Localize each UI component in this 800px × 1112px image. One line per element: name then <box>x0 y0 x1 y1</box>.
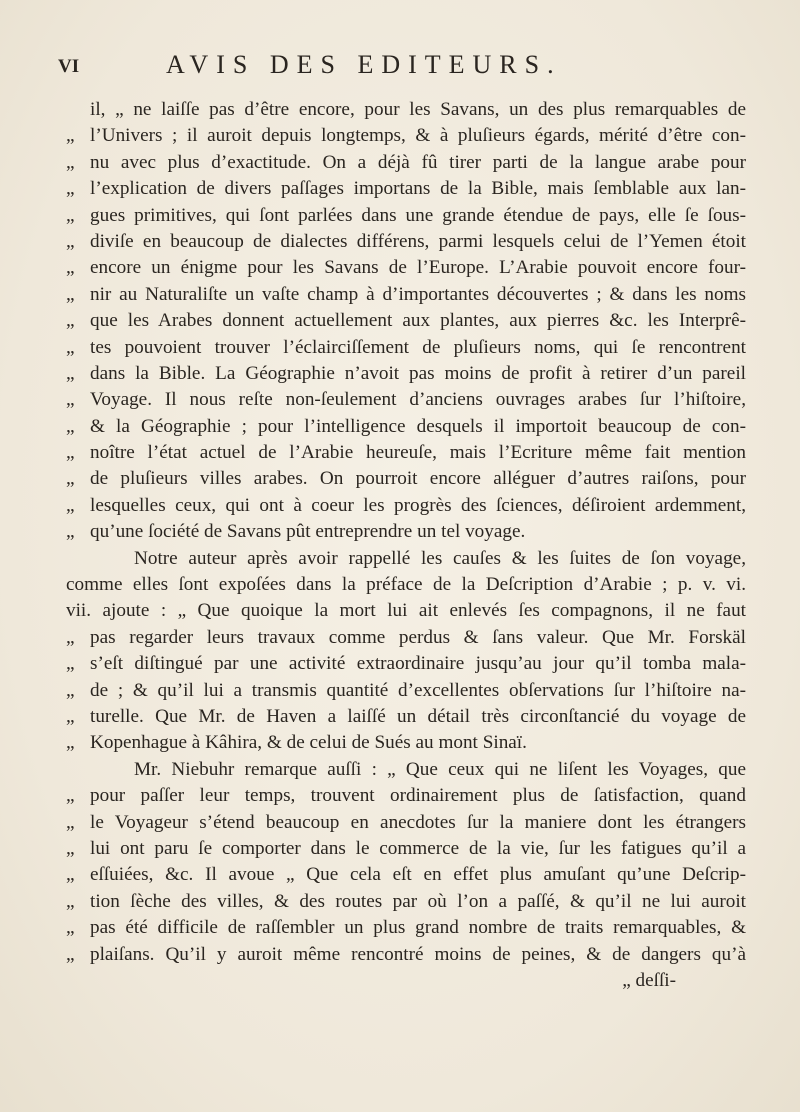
text-line <box>66 968 746 994</box>
line-text: plaiſans. Qu’il y auroit même rencontré moins de peines, & de dangers qu’à <box>90 943 746 965</box>
quote-mark: „ <box>66 943 75 965</box>
text-line <box>66 572 746 598</box>
line-text: l’Univers ; il auroit depuis longtemps, & à pluſieurs égards, mérité d’être con- <box>90 125 746 147</box>
text-line <box>66 308 746 334</box>
quote-mark: „ <box>66 890 75 912</box>
text-line <box>66 97 746 123</box>
text-line <box>66 150 746 176</box>
quote-mark: „ <box>66 442 75 464</box>
line-text: nir au Naturaliſte un vaſte champ à d’importantes découvertes ; & dans les noms <box>90 283 746 305</box>
line-text: que les Arabes donnent actuellement aux plantes, aux pierres &c. les Interprê- <box>90 310 746 332</box>
line-text: encore un énigme pour les Savans de l’Europe. L’Arabie pouvoit encore four- <box>90 257 746 279</box>
line-text: dans la Bible. La Géographie n’avoit pas moins de profit à retirer d’un pareil <box>90 362 746 384</box>
quote-mark: „ <box>66 362 75 384</box>
line-text: Voyage. Il nous reſte non-ſeulement d’anciens ouvrages arabes ſur l’hiſtoire, <box>90 389 746 411</box>
quote-mark: „ <box>66 151 75 173</box>
quote-mark <box>66 968 90 994</box>
line-text: il, „ ne laiſſe pas d’être encore, pour les Savans, un des plus remarquables de <box>90 99 746 120</box>
text-line <box>66 730 746 756</box>
quote-mark: „ <box>66 811 75 833</box>
quote-mark: „ <box>66 125 75 147</box>
text-line <box>66 598 746 624</box>
quote-mark: „ <box>66 336 75 358</box>
text-line <box>66 862 746 888</box>
line-text: de pluſieurs villes arabes. On pourroit encore alléguer d’autres raiſons, pour <box>90 468 746 490</box>
text-line <box>66 387 746 413</box>
text-line <box>66 757 746 783</box>
text-line <box>66 203 746 229</box>
body-text <box>66 97 746 994</box>
text-line <box>66 440 746 466</box>
text-line <box>66 414 746 440</box>
line-text: nu avec plus d’exactitude. On a déjà fû tirer parti de la langue arabe pour <box>90 151 746 173</box>
quote-mark: „ <box>66 705 75 727</box>
line-text: eſſuiées, &c. Il avoue „ Que cela eſt en effet plus amuſant qu’une Deſcrip- <box>90 864 746 886</box>
text-line <box>66 678 746 704</box>
text-line <box>66 942 746 968</box>
quote-mark: „ <box>66 679 75 701</box>
quote-mark: „ <box>66 178 75 200</box>
text-line <box>66 625 746 651</box>
quote-mark <box>66 546 90 572</box>
line-text: diviſe en beaucoup de dialectes différens, parmi lesquels celui de l’Yemen étoit <box>90 230 746 252</box>
text-line <box>66 704 746 730</box>
page-header <box>58 50 730 84</box>
running-head: AVIS DES EDITEURS. <box>166 50 562 79</box>
text-line <box>66 810 746 836</box>
line-text: lesquelles ceux, qui ont à coeur les progrès des ſciences, déſiroient ardemment, <box>90 494 746 516</box>
line-text: pas été difficile de raſſembler un plus grand nombre de traits remarquables, & <box>90 917 746 939</box>
quote-mark <box>66 757 90 783</box>
text-line <box>66 836 746 862</box>
line-text: vii. ajoute : „ Que quoique la mort lui ait enlevés ſes compagnons, il ne faut <box>66 600 746 622</box>
line-text: Mr. Niebuhr remarque auſſi : „ Que ceux qui ne liſent les Voyages, que <box>134 758 746 780</box>
quote-mark: „ <box>66 521 75 543</box>
quote-mark: „ <box>66 626 75 648</box>
quote-mark: „ <box>66 310 75 332</box>
line-text: pas regarder leurs travaux comme perdus & ſans valeur. Que Mr. Forskäl <box>90 626 746 648</box>
text-line <box>66 546 746 572</box>
text-line <box>66 176 746 202</box>
line-text: qu’une ſociété de Savans pût entreprendre un tel voyage. <box>90 521 526 543</box>
text-line <box>66 361 746 387</box>
line-text: tes pouvoient trouver l’éclairciſſement de pluſieurs noms, qui ſe rencontrent <box>90 336 746 358</box>
page-number: VI <box>58 56 80 77</box>
quote-mark: „ <box>66 468 75 490</box>
line-text: le Voyageur s’étend beaucoup en anecdotes ſur la maniere dont les étrangers <box>90 811 746 833</box>
quote-mark: „ <box>66 785 75 807</box>
line-text: lui ont paru ſe comporter dans le commerce de la vie, ſur les fatigues qu’il a <box>90 837 746 859</box>
text-line <box>66 651 746 677</box>
line-text: pour paſſer leur temps, trouvent ordinairement plus de ſatisfaction, quand <box>90 785 746 807</box>
quote-mark: „ <box>66 837 75 859</box>
line-text: noître l’état actuel de l’Arabie heureuſe, mais l’Ecriture même fait mention <box>90 442 746 464</box>
text-line <box>66 519 746 545</box>
line-text: gues primitives, qui ſont parlées dans une grande étendue de pays, elle ſe ſous- <box>90 204 746 226</box>
line-text: „ deſſi- <box>622 969 676 991</box>
text-line <box>66 282 746 308</box>
line-text: s’eſt diſtingué par une activité extraordinaire jusqu’au jour qu’il tomba mala- <box>90 653 746 675</box>
quote-mark: „ <box>66 415 75 437</box>
text-line <box>66 229 746 255</box>
quote-mark: „ <box>66 653 75 675</box>
quote-mark: „ <box>66 494 75 516</box>
line-text: Notre auteur après avoir rappellé les cauſes & les ſuites de ſon voyage, <box>134 547 746 569</box>
line-text: & la Géographie ; pour l’intelligence desquels il importoit beaucoup de con- <box>90 415 746 437</box>
text-line <box>66 255 746 281</box>
line-text: comme elles ſont expoſées dans la préface de la Deſcription d’Arabie ; p. v. vi. <box>66 574 746 596</box>
text-line <box>66 783 746 809</box>
text-line <box>66 493 746 519</box>
quote-mark: „ <box>66 204 75 226</box>
line-text: turelle. Que Mr. de Haven a laiſſé un détail très circonſtancié du voyage de <box>90 705 746 727</box>
quote-mark: „ <box>66 230 75 252</box>
quote-mark: „ <box>66 917 75 939</box>
line-text: Kopenhague à Kâhira, & de celui de Sués au mont Sinaï. <box>90 732 527 754</box>
text-line <box>66 335 746 361</box>
quote-mark: „ <box>66 257 75 279</box>
line-text: de ; & qu’il lui a transmis quantité d’excellentes obſervations ſur l’hiſtoire na- <box>90 679 746 701</box>
text-line <box>66 915 746 941</box>
text-line <box>66 466 746 492</box>
quote-mark: „ <box>66 732 75 754</box>
line-text: l’explication de divers paſſages importans de la Bible, mais ſemblable aux lan- <box>90 178 746 200</box>
text-line <box>66 889 746 915</box>
line-text: tion ſèche des villes, & des routes par où l’on a paſſé, & qu’il ne lui auroit <box>90 890 746 912</box>
quote-mark: „ <box>66 283 75 305</box>
quote-mark: „ <box>66 864 75 886</box>
quote-mark: „ <box>66 389 75 411</box>
text-line <box>66 123 746 149</box>
quote-mark <box>66 97 90 123</box>
